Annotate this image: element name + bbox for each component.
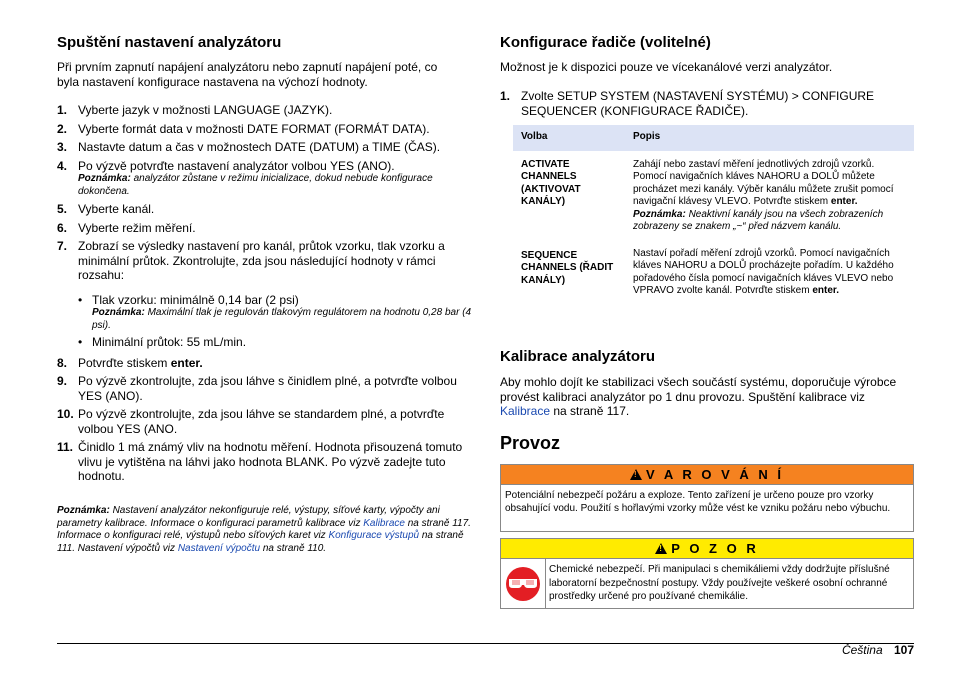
section-heading-operation: Provoz: [500, 433, 561, 453]
option-name: SEQUENCE CHANNELS (ŘADIT KANÁLY): [521, 249, 614, 286]
step-item: 7. Zobrazí se výsledky nastavení pro kanál, průtok vzorku, tlak vzorku a minimální průtok. Zkontrolujte, zda jsou následující hodnoty v rámci rozsahu: • Tlak vzorku: minimálně 0,14 bar (2 psi) Poznámka: Maximální tlak je regulován tlakovým regulátorem na hodnotu 0,28 bar (4 psi). • Minimální průtok: 55 mL/min.: [57, 239, 473, 350]
link-calculation-setup[interactable]: Nastavení výpočtu: [177, 542, 261, 554]
warning-header: !V A R O V Á N Í: [501, 465, 913, 485]
caution-triangle-icon: [655, 543, 667, 554]
section-heading-startup: Spuštění nastavení analyzátoru: [57, 34, 282, 51]
step-item: 10. Po výzvě zkontrolujte, zda jsou láhve se standardem plné, a potvrďte volbou YES (ANO.: [57, 407, 445, 436]
step-item: 5. Vyberte kanál.: [57, 202, 155, 216]
caution-icon-cell: [501, 559, 546, 608]
calibration-intro: Aby mohlo dojít ke stabilizaci všech součástí systému, doporučuje výrobce provést kalibraci analyzátor po 1 dnu provozu. Spuštění kalibrace viz Kalibrace na straně 117.: [500, 375, 897, 418]
warning-box: [500, 464, 914, 532]
table-row: [513, 244, 914, 302]
section-heading-calibration: Kalibrace analyzátoru: [500, 348, 656, 365]
option-description: Zahájí nebo zastaví měření jednotlivých zdrojů vzorků. Pomocí navigačních kláves NAHORU a DOLŮ můžete procházet mezi kanály. Výběr kanálu můžete zrušit pomocí navigační klávesy VLEVO. Potvrďte stiskem enter. Poznámka: Neaktivní kanály jsou na všech zobrazeních zobrazeny se znakem „~“ před názvem kanálu.: [633, 158, 894, 232]
step-note: Poznámka: analyzátor zůstane v režimu inicializace, dokud nebude konfigurace dokončena.: [78, 173, 433, 197]
warning-text: Potenciální nebezpečí požáru a exploze. Tento zařízení je určeno pouze pro vzorky obsahující vodu. Použití s hořlavými vzorky může vést ke vzniku požáru nebo výbuchu.: [505, 490, 891, 514]
column-header-option: Volba: [513, 125, 625, 151]
step-item: 8. Potvrďte stiskem enter.: [57, 355, 203, 370]
sequencer-intro: Možnost je k dispozici pouze ve vícekanálové verzi analyzátor.: [500, 60, 833, 74]
step-item: 2. Vyberte formát data v možnosti DATE FORMAT (FORMÁT DATA).: [57, 121, 430, 136]
bullet-item: • Minimální průtok: 55 mL/min.: [78, 335, 473, 350]
section-heading-sequencer: Konfigurace řadiče (volitelné): [500, 34, 711, 51]
bullet-item: • Tlak vzorku: minimálně 0,14 bar (2 psi) Poznámka: Maximální tlak je regulován tlakovým regulátorem na hodnotu 0,28 bar (4 psi).: [78, 293, 473, 333]
footer-language: Čeština: [841, 643, 883, 657]
warning-triangle-icon: [630, 469, 642, 480]
startup-steps: [57, 103, 473, 484]
table-row: [513, 151, 914, 244]
caution-header: !P O Z O R: [501, 539, 913, 559]
bullet-note: Poznámka: Maximální tlak je regulován tlakovým regulátorem na hodnotu 0,28 bar (4 psi).: [92, 307, 472, 331]
link-calibration-2[interactable]: Kalibrace: [500, 404, 551, 418]
step-item: 6. Vyberte režim měření.: [57, 220, 196, 235]
step-item: 4. Po výzvě potvrďte nastavení analyzátor volbou YES (ANO). Poznámka: analyzátor zůstane v režimu inicializace, dokud nebude konfigurace dokončena.: [57, 159, 473, 199]
caution-text: Chemické nebezpečí. Při manipulaci s chemikáliemi vždy dodržujte příslušné laboratorní bezpečnostní postupy. Vždy používejte veškeré osobní ochranné prostředky určené pro používané chemikálie.: [549, 564, 890, 602]
startup-intro: Při prvním zapnutí napájení analyzátoru nebo zapnutí napájení poté, co byla nastavení konfigurace nastavena na výchozí hodnoty.: [57, 60, 438, 89]
link-output-config[interactable]: Konfigurace výstupů: [328, 530, 420, 541]
step-item: 3. Nastavte datum a čas v možnostech DATE (DATUM) a TIME (ČAS).: [57, 140, 441, 154]
option-name: ACTIVATE CHANNELS (AKTIVOVAT KANÁLY): [521, 158, 581, 207]
step-item: 11. Činidlo 1 má známý vliv na hodnotu měření. Hodnota přisouzená tomuto vlivu je vytištěna na láhvi jako hodnota BLANK. Po výzvě zadejte tuto hodnotu.: [57, 440, 463, 483]
column-header-description: Popis: [625, 125, 914, 151]
link-calibration[interactable]: Kalibrace: [363, 517, 405, 529]
safety-glasses-icon: [501, 559, 545, 608]
table-header-row: [513, 125, 914, 151]
page-number: 107: [893, 643, 914, 657]
config-note: Poznámka: Nastavení analyzátor nekonfiguruje relé, výstupy, síťové karty, výpočty ani parametry kalibrace. Informace o konfiguraci parametrů kalibrace viz Kalibrace na straně 117. Informace o konfiguraci relé, výstupů nebo síťových karet viz Konfigurace výstupů na straně 111. Nastavení výpočtů viz Nastavení výpočtu na straně 110.: [57, 505, 471, 554]
sequencer-options-table: [513, 125, 914, 302]
step-item: 9. Po výzvě zkontrolujte, zda jsou láhve s činidlem plné, a potvrďte volbou YES (ANO).: [57, 374, 457, 403]
range-bullets: [78, 293, 473, 350]
footer-divider: [57, 643, 914, 644]
step-item: 1. Vyberte jazyk v možnosti LANGUAGE (JAZYK).: [57, 103, 333, 117]
sequencer-step: 1. Zvolte SETUP SYSTEM (NASTAVENÍ SYSTÉMU) > CONFIGURE SEQUENCER (KONFIGURACE ŘADIČE).: [500, 89, 875, 118]
caution-box: [500, 538, 914, 609]
page-footer: [842, 643, 914, 657]
option-description: Nastaví pořadí měření zdrojů vzorků. Pomocí navigačních kláves NAHORU a DOLŮ procházejte pořadím. U každého pořadového čísla pomocí navigačních kláves VLEVO nebo VPRAVO zvolte kanál. Potvrďte stiskem enter.: [633, 247, 894, 296]
